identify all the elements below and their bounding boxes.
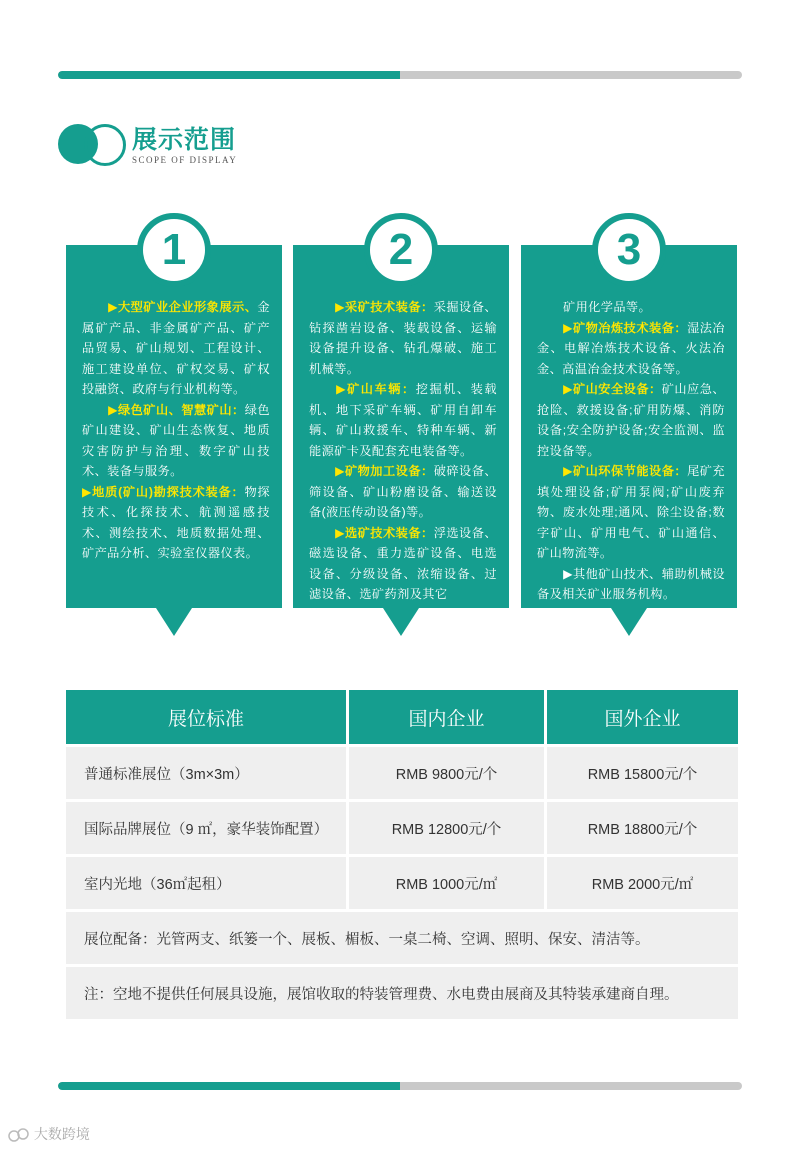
card-body-2 <box>309 297 497 605</box>
card-paragraph <box>537 461 725 564</box>
card-text: 浮选设备、磁选设备、重力选矿设备、电选设备、分级设备、浓缩设备、过滤设备、选矿药剂及其它 <box>309 525 498 601</box>
top-bar-fill <box>58 71 400 79</box>
card-paragraph <box>309 297 497 379</box>
table-header-cell: 国外企业 <box>547 690 738 744</box>
card-highlight: ▶绿色矿山、智慧矿山： <box>108 402 245 417</box>
scope-card-3 <box>521 225 737 608</box>
table-row <box>66 857 738 909</box>
table-header-cell: 展位标准 <box>66 690 346 744</box>
card-text: 物探技术、化探技术、航测遥感技术、测绘技术、地质数据处理、矿产品分析、实验室仪器仪表。 <box>82 484 270 560</box>
card-highlight: ▶矿山车辆： <box>335 382 416 396</box>
card-text: 挖掘机、装载机、地下采矿车辆、矿用自卸车辆、矿山救援车、特种车辆、新能源矿卡及配套充电装备等。 <box>309 382 497 458</box>
scope-card-2 <box>293 225 509 608</box>
card-text: ▶其他矿山技术、辅助机械设备及相关矿业服务机构。 <box>537 566 725 601</box>
card-paragraph <box>82 482 270 564</box>
table-cell: RMB 18800元/个 <box>547 802 738 854</box>
table-header-row <box>66 690 738 744</box>
table-row <box>66 802 738 854</box>
bottom-progress-bar <box>58 1082 742 1090</box>
card-text: 矿山应急、抢险、救援设备;矿用防爆、消防设备;安全防护设备;安全监测、监控设备等。 <box>537 382 726 458</box>
card-number-3: 3 <box>592 213 666 287</box>
table-cell: RMB 2000元/㎡ <box>547 857 738 909</box>
table-row <box>66 747 738 799</box>
card-number-2: 2 <box>364 213 438 287</box>
card-text: 破碎设备、筛设备、矿山粉磨设备、输送设备(液压传动设备)等。 <box>309 464 498 519</box>
heading-circle-ring <box>84 124 126 166</box>
equipment-text: 展位配备：光管两支、纸篓一个、展板、楣板、一桌二椅、空调、照明、保安、清洁等。 <box>66 912 738 964</box>
card-paragraph <box>82 400 270 482</box>
table-row-note <box>66 967 738 1019</box>
card-paragraph <box>537 318 725 380</box>
card-paragraph <box>309 461 497 523</box>
card-number-1: 1 <box>137 213 211 287</box>
table-header-cell: 国内企业 <box>349 690 544 744</box>
table-cell: RMB 1000元/㎡ <box>349 857 544 909</box>
card-paragraph <box>537 297 725 318</box>
note-text: 注：空地不提供任何展具设施，展馆收取的特装管理费、水电费由展商及其特装承建商自理。 <box>66 967 738 1019</box>
card-paragraph <box>82 297 270 400</box>
card-paragraph <box>537 379 725 461</box>
card-text: 矿用化学品等。 <box>563 300 652 314</box>
card-body-3 <box>537 297 725 605</box>
table-cell: 室内光地（36㎡起租） <box>66 857 346 909</box>
card-highlight: ▶选矿技术装备： <box>335 525 434 540</box>
watermark-text: 大数跨境 <box>33 1126 90 1142</box>
card-text: 绿色矿山建设、矿山生态恢复、地质灾害防护与治理、数字矿山技术、装备与服务。 <box>82 402 270 478</box>
card-text: 湿法冶金、电解冶炼技术设备、火法冶金、高温冶金技术设备等。 <box>537 320 726 376</box>
watermark-logo-icon <box>8 1127 30 1143</box>
card-text: 采掘设备、钻探凿岩设备、装载设备、运输设备提升设备、钻孔爆破、施工机械等。 <box>309 300 498 376</box>
table-cell: RMB 9800元/个 <box>349 747 544 799</box>
table-cell: 国际品牌展位（9 ㎡，豪华装饰配置） <box>66 802 346 854</box>
card-text: 尾矿充填处理设备;矿用泵阀;矿山废弃物、废水处理;通风、除尘设备;数字矿山、矿用电气、矿山通信、矿山物流等。 <box>537 464 726 560</box>
card-pointer <box>611 608 647 636</box>
scope-card-1 <box>66 225 282 608</box>
card-highlight: ▶矿物冶炼技术装备： <box>563 320 688 335</box>
card-body-1 <box>82 297 270 564</box>
section-title: 展示范围 <box>132 126 237 154</box>
table-cell: RMB 15800元/个 <box>547 747 738 799</box>
card-highlight: ▶地质(矿山)勘探技术装备： <box>82 484 245 499</box>
card-pointer <box>383 608 419 636</box>
card-paragraph <box>309 379 497 461</box>
card-paragraph <box>309 523 497 605</box>
card-text: 金属矿产品、非金属矿产品、矿产品贸易、矿山规划、工程设计、施工建设单位、矿权交易、矿权投融资、政府与行业机构等。 <box>82 300 270 396</box>
table-cell: 普通标准展位（3m×3m） <box>66 747 346 799</box>
card-highlight: ▶采矿技术装备： <box>335 300 434 314</box>
card-highlight: ▶矿物加工设备： <box>335 464 434 478</box>
card-pointer <box>156 608 192 636</box>
card-highlight: ▶矿山安全设备： <box>563 382 662 396</box>
top-progress-bar <box>58 71 742 79</box>
bottom-bar-fill <box>58 1082 400 1090</box>
pricing-table <box>66 690 738 1022</box>
watermark <box>8 1124 90 1144</box>
card-paragraph <box>537 564 725 605</box>
card-highlight: ▶大型矿业企业形象展示、 <box>108 300 258 314</box>
section-subtitle: SCOPE OF DISPLAY <box>132 155 238 165</box>
table-row-equipment <box>66 912 738 964</box>
table-cell: RMB 12800元/个 <box>349 802 544 854</box>
card-highlight: ▶矿山环保节能设备： <box>563 464 688 478</box>
